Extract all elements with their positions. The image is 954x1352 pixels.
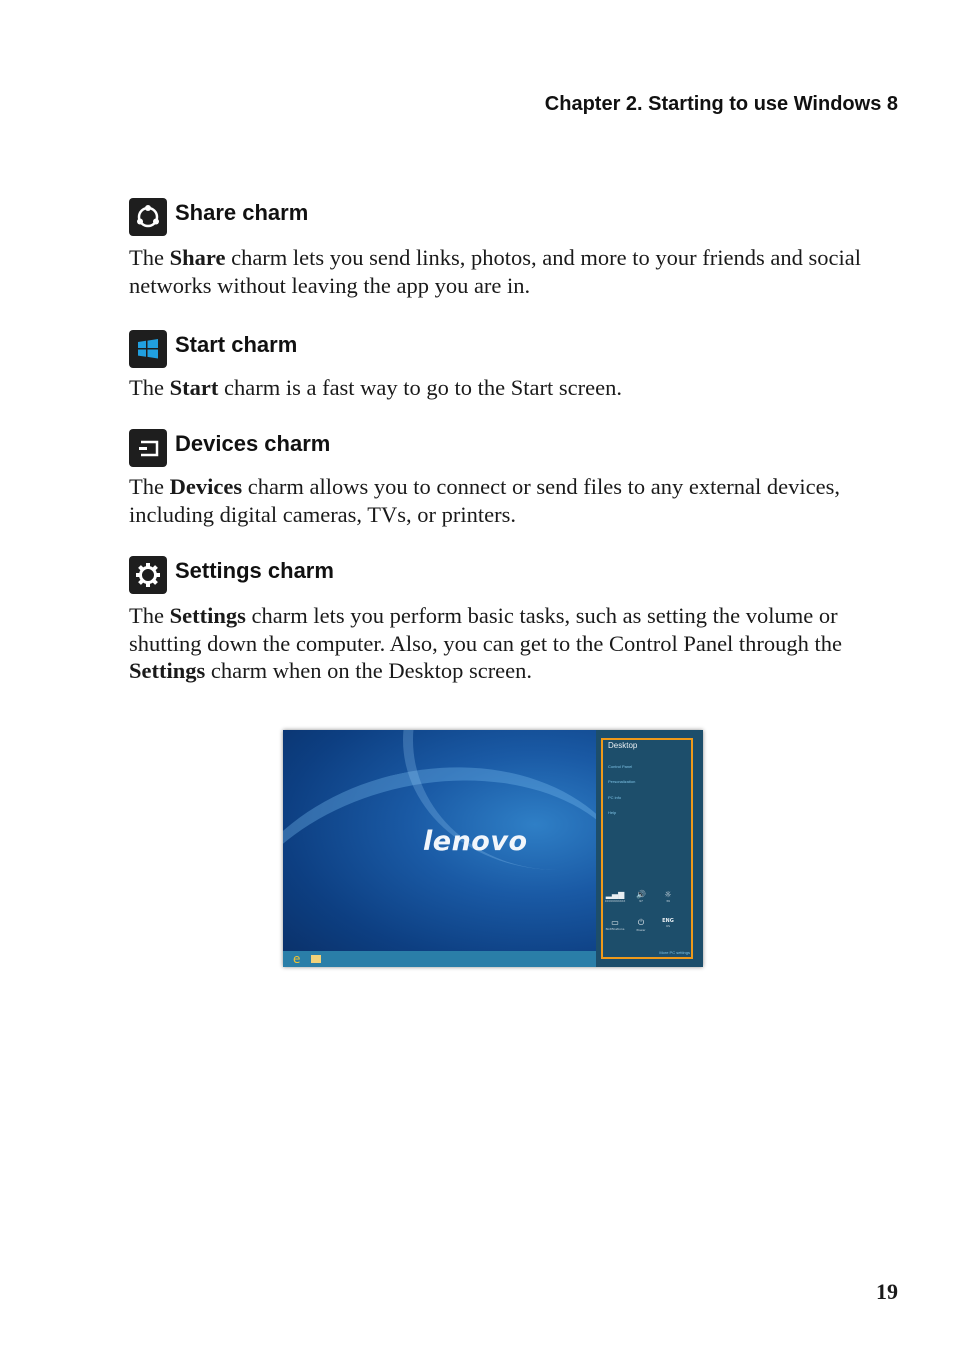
volume-icon[interactable]: 🔊 97 — [636, 890, 646, 903]
settings-charm-section — [129, 556, 899, 685]
devices-charm-description: The Devices charm allows you to connect or send files to any external devices, including digital cameras, TVs, or printers. — [129, 474, 841, 527]
network-icon[interactable]: ▂▄▆ XXXXXXXXXX — [604, 890, 626, 903]
power-icon[interactable]: ⏻ Power — [636, 918, 646, 932]
settings-panel — [596, 730, 703, 967]
notifications-icon[interactable]: ▭ Notifications — [605, 918, 625, 931]
chapter-header: Chapter 2. Starting to use Windows 8 — [544, 93, 898, 115]
share-charm-heading: Share charm — [175, 200, 309, 225]
devices-charm-section — [129, 429, 899, 528]
internet-explorer-icon[interactable]: e — [293, 952, 301, 966]
keyboard-icon[interactable]: ENG US — [662, 918, 674, 928]
panel-title: Desktop — [608, 741, 638, 750]
more-pc-settings-link[interactable]: More PC settings — [659, 950, 690, 955]
share-charm-section — [129, 198, 899, 299]
share-charm-description: The Share charm lets you send links, photos, and more to your friends and social networks without leaving the app you are in. — [129, 245, 861, 298]
lenovo-logo: lenovo — [423, 826, 528, 857]
start-charm-description: The Start charm is a fast way to go to the Start screen. — [129, 375, 622, 400]
settings-charm-heading: Settings charm — [175, 558, 334, 583]
start-charm-section — [129, 330, 899, 402]
windows-logo-icon — [129, 330, 167, 368]
taskbar — [283, 951, 596, 967]
share-icon — [129, 198, 167, 236]
page-number: 19 — [876, 1279, 898, 1304]
file-explorer-icon[interactable] — [311, 955, 321, 963]
start-charm-heading: Start charm — [175, 332, 298, 357]
devices-charm-heading: Devices charm — [175, 431, 331, 456]
panel-link-personalization[interactable]: Personalization — [608, 779, 636, 784]
panel-link-pc-info[interactable]: PC info — [608, 795, 622, 800]
panel-link-control-panel[interactable]: Control Panel — [608, 764, 633, 769]
gear-icon — [129, 556, 167, 594]
settings-charm-screenshot — [283, 730, 703, 967]
devices-icon — [129, 429, 167, 467]
panel-link-help[interactable]: Help — [608, 810, 617, 815]
brightness-icon[interactable]: ☼ 39 — [664, 890, 672, 903]
settings-charm-description: The Settings charm lets you perform basic tasks, such as setting the volume or shutting down the computer. Also, you can get to the Control Panel through the Settings charm when on the Desktop screen. — [129, 603, 843, 683]
